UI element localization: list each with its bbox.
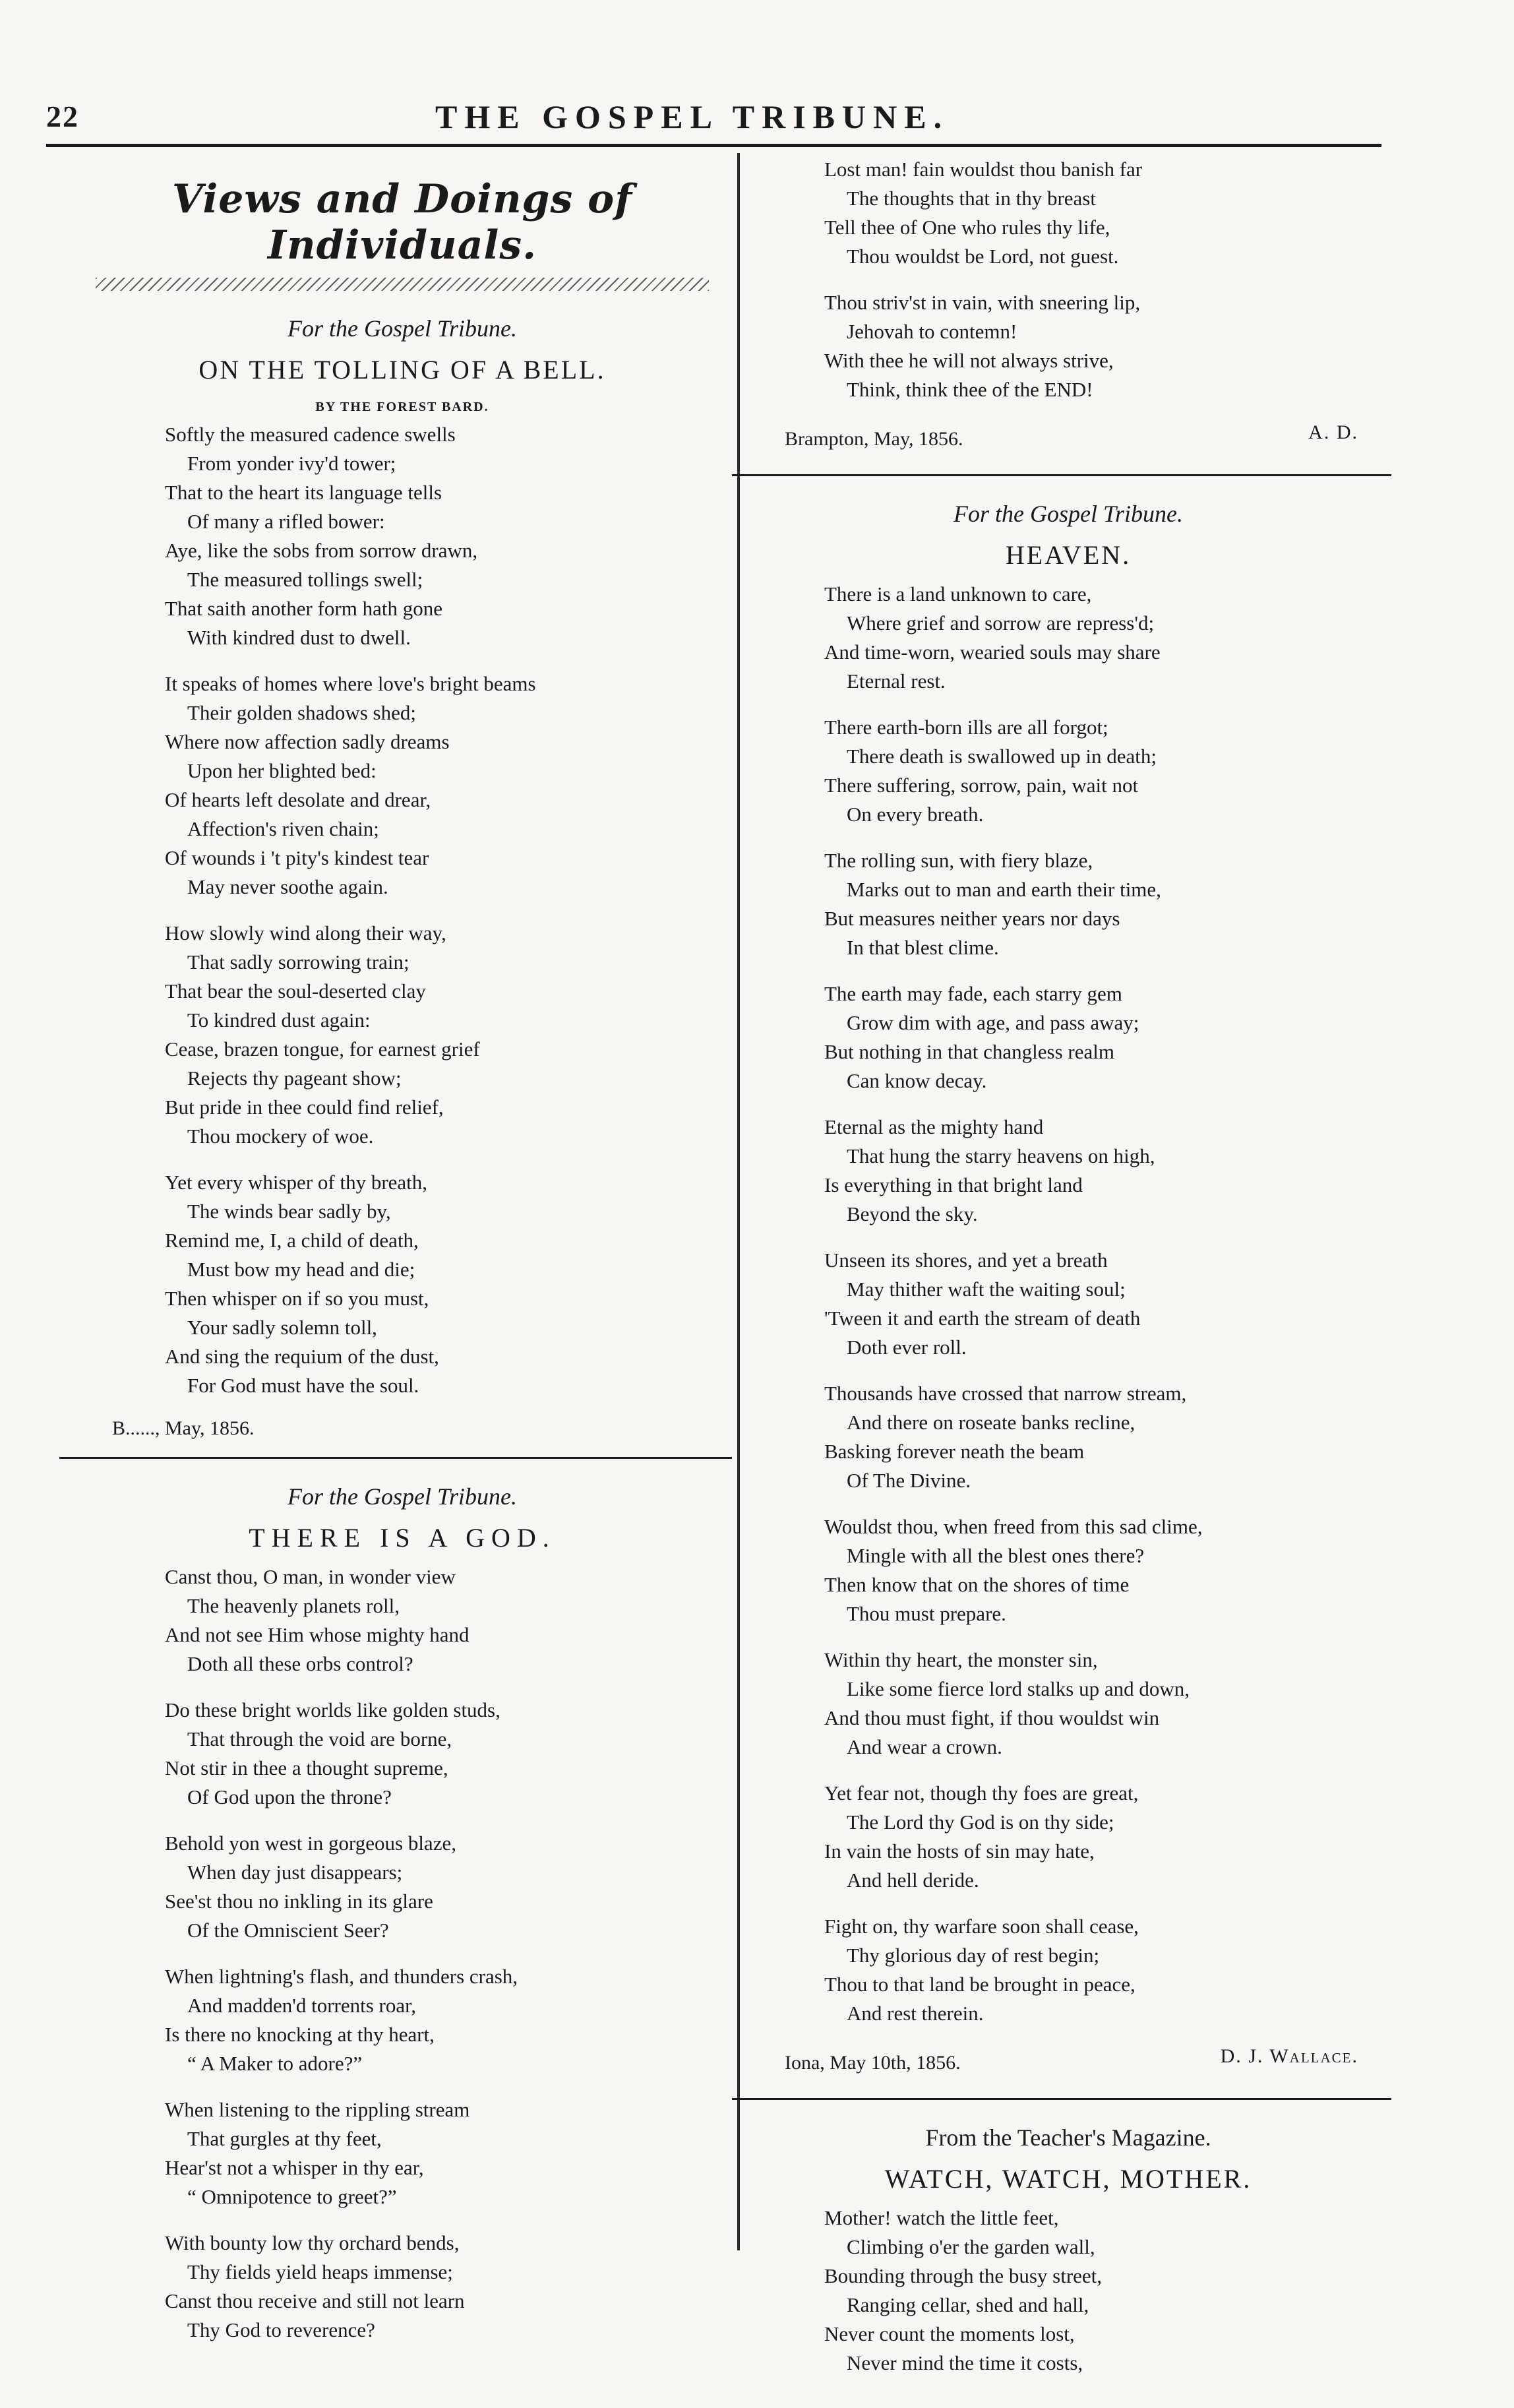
section-heading: Views and Doings of Individuals. xyxy=(171,176,633,268)
verse-line: Do these bright worlds like golden studs, xyxy=(165,1698,500,1721)
verse-line: For God must have the soul. xyxy=(187,1374,419,1397)
verse-line: Ranging cellar, shed and hall, xyxy=(847,2293,1089,2316)
poem-continuation xyxy=(758,155,1378,457)
stanza xyxy=(758,846,1378,962)
verse-line: And not see Him whose mighty hand xyxy=(165,1623,469,1646)
verse-line: Where now affection sadly dreams xyxy=(165,730,450,753)
verse-line: Grow dim with age, and pass away; xyxy=(847,1011,1139,1034)
page-header xyxy=(0,0,1514,165)
page-number: 22 xyxy=(46,100,79,133)
verse-line: That to the heart its language tells xyxy=(165,481,442,504)
verse-line: Like some fierce lord stalks up and down, xyxy=(847,1677,1190,1700)
verse-line: Thou must prepare. xyxy=(847,1602,1006,1625)
verse-line: Thy God to reverence? xyxy=(187,2318,375,2341)
verse-line: Canst thou, O man, in wonder view xyxy=(165,1565,456,1588)
verse-line: Thy fields yield heaps immense; xyxy=(187,2260,453,2283)
verse-line: With bounty low thy orchard bends, xyxy=(165,2231,460,2254)
verse-line: Can know decay. xyxy=(847,1069,987,1092)
verse-line: It speaks of homes where love's bright beams xyxy=(165,672,536,695)
verse-line: Of many a rifled bower: xyxy=(187,510,385,533)
stanza xyxy=(758,979,1378,1096)
verse-line: And time-worn, wearied souls may share xyxy=(824,640,1161,664)
poem-signature: A. D. xyxy=(1308,421,1358,443)
column-divider xyxy=(737,153,740,2250)
verse-line: That through the void are borne, xyxy=(187,1727,452,1750)
poem-source: For the Gospel Tribune. xyxy=(954,501,1183,527)
verse-line: The heavenly planets roll, xyxy=(187,1594,400,1617)
verse-line: And thou must fight, if thou wouldst win xyxy=(824,1706,1160,1729)
verse-line: Cease, brazen tongue, for earnest grief xyxy=(165,1037,480,1061)
verse-line: The earth may fade, each starry gem xyxy=(824,982,1122,1005)
poem-title: WATCH, WATCH, MOTHER. xyxy=(884,2164,1252,2194)
left-column xyxy=(86,155,719,2362)
verse-line: Remind me, I, a child of death, xyxy=(165,1229,419,1252)
verse-line: The Lord thy God is on thy side; xyxy=(847,1810,1114,1834)
poem-place-date: B......, May, 1856. xyxy=(112,1417,255,1439)
journal-title: THE GOSPEL TRIBUNE. xyxy=(435,98,950,135)
verse-line: The winds bear sadly by, xyxy=(187,1200,391,1223)
verse-line: Never count the moments lost, xyxy=(824,2322,1075,2345)
verse-line: When day just disappears; xyxy=(187,1861,403,1884)
verse-line: Behold yon west in gorgeous blaze, xyxy=(165,1832,456,1855)
poem-stanzas xyxy=(86,420,719,1400)
stanza xyxy=(758,2204,1378,2378)
verse-line: “ A Maker to adore?” xyxy=(187,2052,363,2075)
verse-line: Thousands have crossed that narrow stream, xyxy=(824,1382,1187,1405)
verse-line: Then whisper on if so you must, xyxy=(165,1287,429,1310)
verse-line: May never soothe again. xyxy=(187,875,388,898)
stanza xyxy=(86,1962,719,2078)
signature-row xyxy=(758,421,1378,457)
verse-line: Softly the measured cadence swells xyxy=(165,423,456,446)
stanza xyxy=(86,420,719,652)
verse-line: Thy glorious day of rest begin; xyxy=(847,1944,1100,1967)
verse-line: May thither waft the waiting soul; xyxy=(847,1278,1126,1301)
stanza xyxy=(86,1168,719,1400)
stanza xyxy=(758,1246,1378,1362)
stanza xyxy=(758,155,1378,271)
verse-line: Never mind the time it costs, xyxy=(847,2351,1083,2374)
section-rule xyxy=(59,1457,732,1459)
verse-line: “ Omnipotence to greet?” xyxy=(187,2185,397,2208)
verse-line: And there on roseate banks recline, xyxy=(847,1411,1136,1434)
stanza xyxy=(758,1779,1378,1895)
verse-line: There suffering, sorrow, pain, wait not xyxy=(824,774,1139,797)
verse-line: Where grief and sorrow are repress'd; xyxy=(847,611,1155,634)
verse-line: Of the Omniscient Seer? xyxy=(187,1919,389,1942)
verse-line: Marks out to man and earth their time, xyxy=(847,878,1161,901)
stanza xyxy=(758,1646,1378,1762)
stanza xyxy=(758,1113,1378,1229)
verse-line: Jehovah to contemn! xyxy=(847,320,1017,343)
verse-line: Rejects thy pageant show; xyxy=(187,1066,402,1090)
stanza xyxy=(86,919,719,1151)
verse-line: With thee he will not always strive, xyxy=(824,349,1114,372)
stanza xyxy=(758,713,1378,829)
verse-line: Canst thou receive and still not learn xyxy=(165,2289,465,2312)
verse-line: Tell thee of One who rules thy life, xyxy=(824,216,1110,239)
poem-source: For the Gospel Tribune. xyxy=(288,315,517,342)
poem-stanzas xyxy=(758,2204,1378,2378)
poem-title: THERE IS A GOD. xyxy=(249,1523,556,1553)
verse-line: Unseen its shores, and yet a breath xyxy=(824,1249,1108,1272)
verse-line: There death is swallowed up in death; xyxy=(847,745,1157,768)
verse-line: Eternal rest. xyxy=(847,669,946,693)
verse-line: And sing the requium of the dust, xyxy=(165,1345,439,1368)
verse-line: Yet every whisper of thy breath, xyxy=(165,1171,428,1194)
stanza xyxy=(758,1512,1378,1628)
stanza xyxy=(86,669,719,902)
verse-line: Upon her blighted bed: xyxy=(187,759,377,782)
verse-line: How slowly wind along their way, xyxy=(165,921,446,944)
verse-line: Doth ever roll. xyxy=(847,1336,967,1359)
section-rule xyxy=(732,2098,1391,2100)
poem-title: ON THE TOLLING OF A BELL. xyxy=(198,355,606,385)
verse-line: Thou to that land be brought in peace, xyxy=(824,1973,1136,1996)
verse-line: Your sadly solemn toll, xyxy=(187,1316,377,1339)
verse-line: Mother! watch the little feet, xyxy=(824,2206,1059,2229)
poem-source: From the Teacher's Magazine. xyxy=(925,2124,1211,2151)
verse-line: Basking forever neath the beam xyxy=(824,1440,1085,1463)
poem-heaven xyxy=(758,500,1378,2081)
stanza xyxy=(86,1829,719,1945)
poem-watch-mother xyxy=(758,2124,1378,2378)
poem-place-date: Brampton, May, 1856. xyxy=(785,428,963,450)
poem-stanzas xyxy=(758,580,1378,2028)
verse-line: From yonder ivy'd tower; xyxy=(187,452,396,475)
verse-line: That sadly sorrowing train; xyxy=(187,950,409,973)
verse-line: Think, think thee of the END! xyxy=(847,378,1093,401)
verse-line: The measured tollings swell; xyxy=(187,568,423,591)
stanza xyxy=(86,1562,719,1679)
verse-line: Fight on, thy warfare soon shall cease, xyxy=(824,1915,1139,1938)
verse-line: There is a land unknown to care, xyxy=(824,582,1092,605)
poem-title: HEAVEN. xyxy=(1005,540,1132,570)
verse-line: Of hearts left desolate and drear, xyxy=(165,788,431,811)
verse-line: Doth all these orbs control? xyxy=(187,1652,413,1675)
verse-line: Then know that on the shores of time xyxy=(824,1573,1130,1596)
header-rule xyxy=(46,144,1381,147)
verse-line: And wear a crown. xyxy=(847,1735,1002,1758)
verse-line: That gurgles at thy feet, xyxy=(187,2127,382,2150)
verse-line: In vain the hosts of sin may hate, xyxy=(824,1839,1095,1863)
verse-line: Affection's riven chain; xyxy=(187,817,379,840)
poem-stanzas xyxy=(86,1562,719,2345)
verse-line: Of The Divine. xyxy=(847,1469,971,1492)
verse-line: Thou wouldst be Lord, not guest. xyxy=(847,245,1119,268)
verse-line: See'st thou no inkling in its glare xyxy=(165,1890,433,1913)
verse-line: That saith another form hath gone xyxy=(165,597,442,620)
poem-byline: BY THE FOREST BARD. xyxy=(315,400,489,414)
verse-line: 'Tween it and earth the stream of death xyxy=(824,1307,1141,1330)
verse-line: Within thy heart, the monster sin, xyxy=(824,1648,1098,1671)
verse-line: But pride in thee could find relief, xyxy=(165,1096,444,1119)
verse-line: Must bow my head and die; xyxy=(187,1258,415,1281)
verse-line: Mingle with all the blest ones there? xyxy=(847,1544,1145,1567)
stanza xyxy=(758,580,1378,696)
verse-line: And rest therein. xyxy=(847,2002,984,2025)
verse-line: Eternal as the mighty hand xyxy=(824,1115,1044,1138)
verse-line: That bear the soul-deserted clay xyxy=(165,979,426,1003)
verse-line: Hear'st not a whisper in thy ear, xyxy=(165,2156,424,2179)
verse-line: Lost man! fain wouldst thou banish far xyxy=(824,158,1143,181)
verse-line: Beyond the sky. xyxy=(847,1202,978,1225)
stanza xyxy=(86,2229,719,2345)
verse-line: And madden'd torrents roar, xyxy=(187,1994,416,2017)
verse-line: In that blest clime. xyxy=(847,936,999,959)
poem-place-date: Iona, May 10th, 1856. xyxy=(785,2052,961,2074)
verse-line: Thou striv'st in vain, with sneering lip, xyxy=(824,291,1141,314)
poem-stanzas xyxy=(758,155,1378,404)
section-rule xyxy=(732,474,1391,476)
verse-line: On every breath. xyxy=(847,803,984,826)
poem-source: For the Gospel Tribune. xyxy=(288,1483,517,1510)
verse-line: Thou mockery of woe. xyxy=(187,1125,374,1148)
verse-line: But measures neither years nor days xyxy=(824,907,1120,930)
stanza xyxy=(86,1696,719,1812)
verse-line: That hung the starry heavens on high, xyxy=(847,1144,1155,1167)
verse-line: There earth-born ills are all forgot; xyxy=(824,716,1108,739)
verse-line: Wouldst thou, when freed from this sad clime, xyxy=(824,1515,1203,1538)
poem-tolling-bell xyxy=(86,315,719,1440)
verse-line: When listening to the rippling stream xyxy=(165,2098,470,2121)
verse-line: Yet fear not, though thy foes are great, xyxy=(824,1781,1139,1805)
right-column xyxy=(758,155,1378,2395)
stanza xyxy=(758,1912,1378,2028)
verse-line: Aye, like the sobs from sorrow drawn, xyxy=(165,539,478,562)
poem-there-is-a-god xyxy=(86,1483,719,2345)
verse-line: Is everything in that bright land xyxy=(824,1173,1083,1196)
verse-line: To kindred dust again: xyxy=(187,1008,371,1032)
verse-line: Not stir in thee a thought supreme, xyxy=(165,1756,448,1779)
wavy-rule xyxy=(96,278,709,291)
verse-line: The thoughts that in thy breast xyxy=(847,187,1096,210)
verse-line: Of God upon the throne? xyxy=(187,1785,392,1808)
verse-line: But nothing in that changless realm xyxy=(824,1040,1114,1063)
stanza xyxy=(86,2095,719,2211)
verse-line: Bounding through the busy street, xyxy=(824,2264,1103,2287)
verse-line: And hell deride. xyxy=(847,1868,979,1892)
signature-row xyxy=(758,2045,1378,2081)
verse-line: When lightning's flash, and thunders crash, xyxy=(165,1965,518,1988)
verse-line: With kindred dust to dwell. xyxy=(187,626,411,649)
verse-line: The rolling sun, with fiery blaze, xyxy=(824,849,1093,872)
verse-line: Is there no knocking at thy heart, xyxy=(165,2023,435,2046)
verse-line: Their golden shadows shed; xyxy=(187,701,416,724)
poem-signature: D. J. Wallace. xyxy=(1220,2045,1358,2067)
verse-line: Of wounds i 't pity's kindest tear xyxy=(165,846,429,869)
stanza xyxy=(758,288,1378,404)
stanza xyxy=(758,1379,1378,1495)
verse-line: Climbing o'er the garden wall, xyxy=(847,2235,1095,2258)
